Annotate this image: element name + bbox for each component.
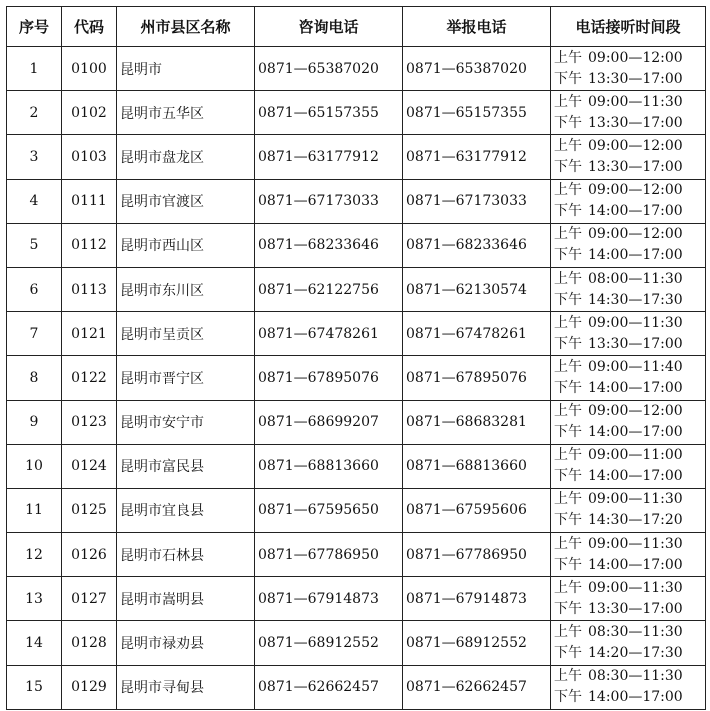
pm-time: 14:00—17:00 [588, 203, 683, 220]
table-row [7, 621, 706, 665]
row-index: 9 [7, 400, 62, 444]
row-code: 0127 [62, 577, 117, 621]
row-region-name: 昆明市五华区 [117, 91, 255, 135]
row-code: 0123 [62, 400, 117, 444]
am-label: 上午 [554, 579, 582, 596]
row-region-name: 昆明市嵩明县 [117, 577, 255, 621]
row-index: 14 [7, 621, 62, 665]
row-report-phone: 0871—67173033 [403, 179, 551, 223]
row-consult-phone: 0871—67895076 [255, 356, 403, 400]
row-consult-phone: 0871—65387020 [255, 47, 403, 91]
row-code: 0126 [62, 533, 117, 577]
row-index: 2 [7, 91, 62, 135]
row-index: 4 [7, 179, 62, 223]
header-region-name: 州市县区名称 [117, 7, 255, 47]
row-code: 0100 [62, 47, 117, 91]
row-index: 1 [7, 47, 62, 91]
row-hours [551, 533, 706, 577]
row-hours [551, 577, 706, 621]
table-row [7, 312, 706, 356]
am-label: 上午 [554, 93, 582, 110]
am-label: 上午 [554, 270, 582, 287]
row-consult-phone: 0871—67595650 [255, 488, 403, 532]
row-report-phone: 0871—62662457 [403, 665, 551, 709]
row-consult-phone: 0871—65157355 [255, 91, 403, 135]
row-index: 12 [7, 533, 62, 577]
row-report-phone: 0871—65157355 [403, 91, 551, 135]
row-index: 5 [7, 223, 62, 267]
table-row [7, 91, 706, 135]
row-consult-phone: 0871—62662457 [255, 665, 403, 709]
row-region-name: 昆明市晋宁区 [117, 356, 255, 400]
row-consult-phone: 0871—68233646 [255, 223, 403, 267]
row-code: 0129 [62, 665, 117, 709]
row-hours [551, 267, 706, 311]
row-index: 8 [7, 356, 62, 400]
hours-pm [554, 113, 705, 134]
row-consult-phone: 0871—63177912 [255, 135, 403, 179]
header-row [7, 7, 706, 47]
am-time: 08:30—11:30 [588, 668, 683, 685]
hours-pm [554, 643, 705, 664]
row-index: 7 [7, 312, 62, 356]
row-consult-phone: 0871—67173033 [255, 179, 403, 223]
pm-time: 14:00—17:00 [588, 556, 683, 573]
row-report-phone: 0871—65387020 [403, 47, 551, 91]
pm-time: 14:00—17:00 [588, 468, 683, 485]
row-consult-phone: 0871—68699207 [255, 400, 403, 444]
pm-time: 13:30—17:00 [588, 600, 683, 617]
pm-label: 下午 [554, 689, 582, 706]
pm-label: 下午 [554, 291, 582, 308]
row-code: 0128 [62, 621, 117, 665]
pm-time: 13:30—17:00 [588, 335, 683, 352]
row-code: 0125 [62, 488, 117, 532]
pm-time: 14:20—17:30 [588, 645, 683, 662]
am-time: 09:00—11:30 [588, 93, 683, 110]
row-code: 0121 [62, 312, 117, 356]
row-consult-phone: 0871—67914873 [255, 577, 403, 621]
pm-time: 14:00—17:00 [588, 689, 683, 706]
am-time: 08:30—11:30 [588, 624, 683, 641]
hours-am [554, 269, 705, 290]
table-row [7, 400, 706, 444]
hours-pm [554, 510, 705, 531]
hours-pm [554, 687, 705, 708]
am-label: 上午 [554, 535, 582, 552]
pm-label: 下午 [554, 158, 582, 175]
am-time: 09:00—11:00 [588, 447, 683, 464]
hours-am [554, 136, 705, 157]
am-time: 08:00—11:30 [588, 270, 683, 287]
hours-pm [554, 69, 705, 90]
table-row [7, 665, 706, 709]
row-region-name: 昆明市 [117, 47, 255, 91]
hours-am [554, 92, 705, 113]
table-row [7, 444, 706, 488]
header-report-phone: 举报电话 [403, 7, 551, 47]
hours-pm [554, 555, 705, 576]
pm-time: 14:30—17:30 [588, 291, 683, 308]
pm-label: 下午 [554, 247, 582, 264]
row-report-phone: 0871—67895076 [403, 356, 551, 400]
header-hours: 电话接听时间段 [551, 7, 706, 47]
row-region-name: 昆明市官渡区 [117, 179, 255, 223]
pm-label: 下午 [554, 379, 582, 396]
row-consult-phone: 0871—62122756 [255, 267, 403, 311]
table-row [7, 488, 706, 532]
pm-label: 下午 [554, 335, 582, 352]
hours-am [554, 534, 705, 555]
row-report-phone: 0871—67914873 [403, 577, 551, 621]
pm-label: 下午 [554, 556, 582, 573]
row-index: 11 [7, 488, 62, 532]
row-consult-phone: 0871—68912552 [255, 621, 403, 665]
pm-time: 13:30—17:00 [588, 158, 683, 175]
pm-time: 13:30—17:00 [588, 70, 683, 87]
hours-am [554, 48, 705, 69]
am-time: 09:00—11:30 [588, 491, 683, 508]
table-row [7, 356, 706, 400]
am-label: 上午 [554, 491, 582, 508]
row-hours [551, 665, 706, 709]
pm-time: 14:00—17:00 [588, 424, 683, 441]
hours-pm [554, 599, 705, 620]
row-report-phone: 0871—68813660 [403, 444, 551, 488]
table-row [7, 577, 706, 621]
header-consult-phone: 咨询电话 [255, 7, 403, 47]
row-hours [551, 179, 706, 223]
row-region-name: 昆明市盘龙区 [117, 135, 255, 179]
am-label: 上午 [554, 624, 582, 641]
row-report-phone: 0871—68683281 [403, 400, 551, 444]
row-region-name: 昆明市东川区 [117, 267, 255, 311]
header-code: 代码 [62, 7, 117, 47]
table-row [7, 223, 706, 267]
row-region-name: 昆明市富民县 [117, 444, 255, 488]
row-region-name: 昆明市宜良县 [117, 488, 255, 532]
hours-pm [554, 290, 705, 311]
am-label: 上午 [554, 314, 582, 331]
am-time: 09:00—11:30 [588, 535, 683, 552]
row-region-name: 昆明市禄劝县 [117, 621, 255, 665]
row-code: 0111 [62, 179, 117, 223]
row-code: 0103 [62, 135, 117, 179]
header-index: 序号 [7, 7, 62, 47]
hours-am [554, 180, 705, 201]
row-index: 3 [7, 135, 62, 179]
am-time: 09:00—12:00 [588, 403, 683, 420]
hours-pm [554, 378, 705, 399]
pm-label: 下午 [554, 203, 582, 220]
hours-am [554, 357, 705, 378]
hours-pm [554, 201, 705, 222]
am-time: 09:00—11:40 [588, 358, 683, 375]
table-row [7, 135, 706, 179]
hours-pm [554, 334, 705, 355]
row-code: 0112 [62, 223, 117, 267]
am-time: 09:00—12:00 [588, 49, 683, 66]
hours-am [554, 578, 705, 599]
hours-am [554, 313, 705, 334]
hours-pm [554, 157, 705, 178]
am-time: 09:00—12:00 [588, 226, 683, 243]
pm-time: 13:30—17:00 [588, 114, 683, 131]
row-hours [551, 223, 706, 267]
pm-label: 下午 [554, 512, 582, 529]
hours-am [554, 666, 705, 687]
row-index: 10 [7, 444, 62, 488]
row-consult-phone: 0871—67478261 [255, 312, 403, 356]
row-hours [551, 488, 706, 532]
table-body [7, 47, 706, 710]
row-report-phone: 0871—67595606 [403, 488, 551, 532]
am-time: 09:00—12:00 [588, 137, 683, 154]
am-label: 上午 [554, 447, 582, 464]
table-row [7, 267, 706, 311]
row-index: 6 [7, 267, 62, 311]
row-hours [551, 91, 706, 135]
am-time: 09:00—12:00 [588, 182, 683, 199]
pm-label: 下午 [554, 645, 582, 662]
am-label: 上午 [554, 358, 582, 375]
row-hours [551, 135, 706, 179]
row-region-name: 昆明市安宁市 [117, 400, 255, 444]
row-report-phone: 0871—68233646 [403, 223, 551, 267]
hours-am [554, 622, 705, 643]
am-label: 上午 [554, 182, 582, 199]
row-report-phone: 0871—62130574 [403, 267, 551, 311]
row-hours [551, 312, 706, 356]
row-code: 0124 [62, 444, 117, 488]
row-report-phone: 0871—68912552 [403, 621, 551, 665]
am-label: 上午 [554, 668, 582, 685]
row-index: 13 [7, 577, 62, 621]
hours-am [554, 489, 705, 510]
am-label: 上午 [554, 226, 582, 243]
row-report-phone: 0871—67478261 [403, 312, 551, 356]
pm-label: 下午 [554, 424, 582, 441]
table-row [7, 179, 706, 223]
am-time: 09:00—11:30 [588, 579, 683, 596]
row-code: 0102 [62, 91, 117, 135]
row-consult-phone: 0871—67786950 [255, 533, 403, 577]
row-hours [551, 444, 706, 488]
row-hours [551, 356, 706, 400]
pm-label: 下午 [554, 600, 582, 617]
hours-am [554, 445, 705, 466]
hours-pm [554, 422, 705, 443]
hours-pm [554, 245, 705, 266]
pm-time: 14:00—17:00 [588, 247, 683, 264]
hours-pm [554, 466, 705, 487]
row-region-name: 昆明市寻甸县 [117, 665, 255, 709]
hours-am [554, 224, 705, 245]
pm-time: 14:30—17:20 [588, 512, 683, 529]
pm-label: 下午 [554, 468, 582, 485]
row-code: 0113 [62, 267, 117, 311]
pm-time: 14:00—17:00 [588, 379, 683, 396]
row-consult-phone: 0871—68813660 [255, 444, 403, 488]
hotline-table [6, 6, 706, 710]
am-time: 09:00—11:30 [588, 314, 683, 331]
table-row [7, 47, 706, 91]
row-hours [551, 47, 706, 91]
row-region-name: 昆明市呈贡区 [117, 312, 255, 356]
pm-label: 下午 [554, 114, 582, 131]
am-label: 上午 [554, 137, 582, 154]
row-region-name: 昆明市石林县 [117, 533, 255, 577]
row-hours [551, 621, 706, 665]
row-report-phone: 0871—63177912 [403, 135, 551, 179]
row-index: 15 [7, 665, 62, 709]
row-report-phone: 0871—67786950 [403, 533, 551, 577]
am-label: 上午 [554, 403, 582, 420]
row-hours [551, 400, 706, 444]
am-label: 上午 [554, 49, 582, 66]
pm-label: 下午 [554, 70, 582, 87]
table-row [7, 533, 706, 577]
row-code: 0122 [62, 356, 117, 400]
row-region-name: 昆明市西山区 [117, 223, 255, 267]
hours-am [554, 401, 705, 422]
